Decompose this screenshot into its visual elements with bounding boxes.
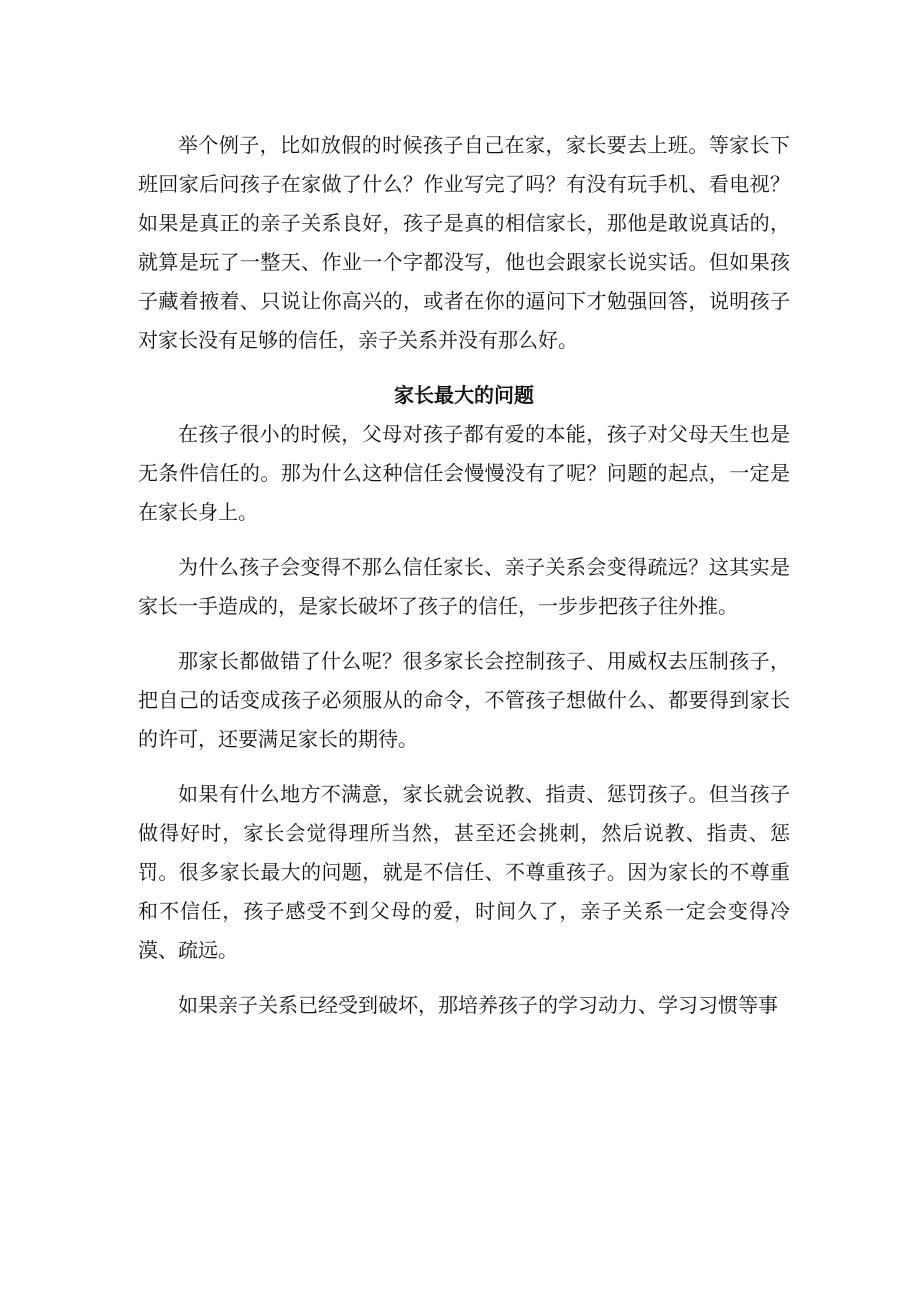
paragraph: 如果亲子关系已经受到破坏，那培养孩子的学习动力、学习习惯等事 — [178, 993, 778, 1017]
paragraph: 为什么孩子会变得不那么信任家长、亲子关系会变得疏远？这其实是家长一手造成的，是家长破坏了孩子的信任，一步步把孩子往外推。 — [138, 555, 790, 618]
document-body — [138, 126, 790, 1025]
section-heading: 家长最大的问题 — [394, 383, 534, 407]
paragraph: 如果有什么地方不满意，家长就会说教、指责、惩罚孩子。但当孩子做得好时，家长会觉得理所当然，甚至还会挑刺，然后说教、指责、惩罚。很多家长最大的问题，就是不信任、不尊重孩子。因为家长的不尊重和不信任，孩子感受不到父母的爱，时间久了，亲子关系一定会变得冷漠、疏远。 — [138, 782, 790, 962]
paragraph: 举个例子，比如放假的时候孩子自己在家，家长要去上班。等家长下班回家后问孩子在家做了什么？作业写完了吗？有没有玩手机、看电视？如果是真正的亲子关系良好，孩子是真的相信家长，那他是敢说真话的，就算是玩了一整天、作业一个字都没写，他也会跟家长说实话。但如果孩子藏着掖着、只说让你高兴的，或者在你的逼问下才勉强回答，说明孩子对家长没有足够的信任，亲子关系并没有那么好。 — [138, 133, 790, 352]
paragraph: 在孩子很小的时候，父母对孩子都有爱的本能，孩子对父母天生也是无条件信任的。那为什么这种信任会慢慢没有了呢？问题的起点，一定是在家长身上。 — [138, 422, 790, 524]
paragraph: 那家长都做错了什么呢？很多家长会控制孩子、用威权去压制孩子，把自己的话变成孩子必须服从的命令，不管孩子想做什么、都要得到家长的许可，还要满足家长的期待。 — [138, 649, 790, 751]
